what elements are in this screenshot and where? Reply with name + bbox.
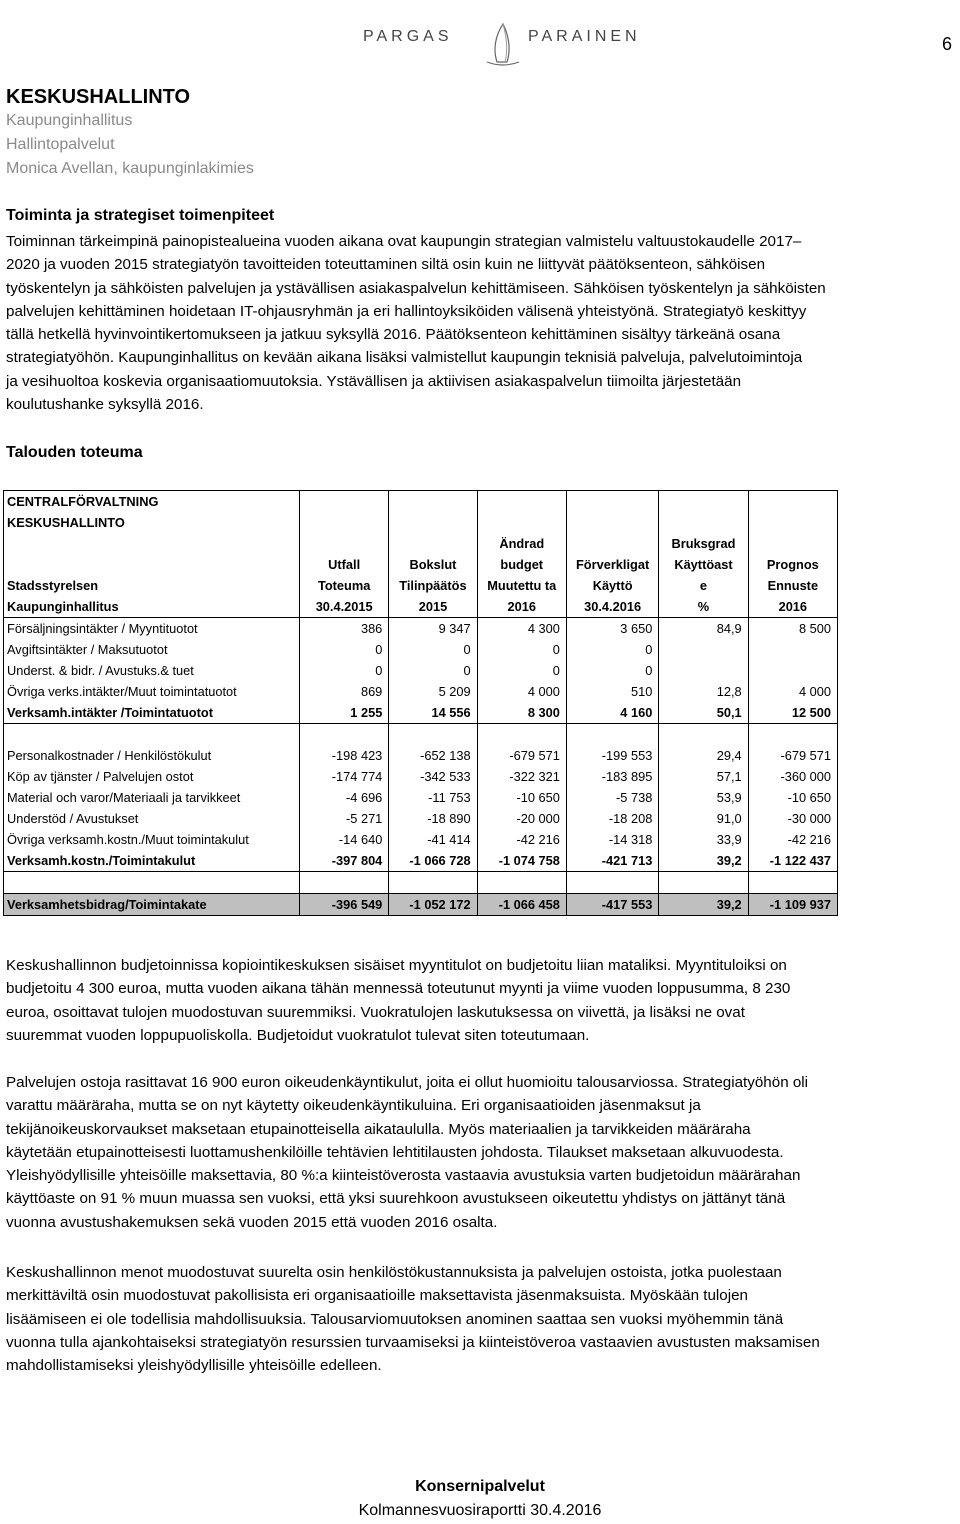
table-cell: budget bbox=[477, 554, 566, 575]
table-cell: -652 138 bbox=[389, 745, 477, 766]
table-cell bbox=[748, 660, 837, 681]
table-cell: 5 209 bbox=[389, 681, 477, 702]
table-cell: 33,9 bbox=[659, 829, 748, 850]
table-cell: CENTRALFÖRVALTNING bbox=[4, 491, 300, 513]
table-cell: 0 bbox=[300, 660, 389, 681]
table-cell bbox=[748, 491, 837, 513]
table-cell: 2016 bbox=[477, 596, 566, 618]
text-line: käytetään etupainotteisesti luottamushenkilöille tehtävien lehtitilausten johdosta. Tilaukset maksetaan alkuvuodesta. bbox=[6, 1143, 784, 1161]
table-cell: 510 bbox=[566, 681, 658, 702]
table-cell: Bruksgrad bbox=[659, 533, 748, 554]
table-cell: 91,0 bbox=[659, 808, 748, 829]
table-cell: 0 bbox=[389, 639, 477, 660]
text-line: strategiatyöhön. Kaupunginhallitus on kevään aikana lisäksi valmistellut kaupungin teknisiä palveluja, palvelutoimintoja bbox=[6, 349, 803, 367]
table-cell: 869 bbox=[300, 681, 389, 702]
table-cell: Verksamhetsbidrag/Toimintakate bbox=[4, 894, 300, 916]
table-cell: -5 271 bbox=[300, 808, 389, 829]
table-cell: Material och varor/Materiaali ja tarvikkeet bbox=[4, 787, 300, 808]
table-cell: Personalkostnader / Henkilöstökulut bbox=[4, 745, 300, 766]
logo-text-left: PARGAS bbox=[363, 28, 453, 45]
pargas-parainen-logo bbox=[363, 22, 641, 70]
table-cell: 12 500 bbox=[748, 702, 837, 724]
table-cell: 0 bbox=[389, 660, 477, 681]
subtitle-unit: Hallintopalvelut bbox=[6, 136, 115, 153]
table-cell bbox=[566, 724, 658, 746]
text-line: ja vesihuoltoa koskevia organisaatiomuutoksia. Ystävällisen ja aktiivisen asiakaspalvelun tiimoilta järjestetään bbox=[6, 372, 742, 390]
text-line: Toiminnan tärkeimpinä painopistealueina vuoden aikana ovat kaupungin strategian valmistelu valtuustokaudelle 2017– bbox=[6, 233, 802, 250]
table-cell bbox=[389, 872, 477, 894]
table-cell: 4 000 bbox=[748, 681, 837, 702]
text-line: euroa, osoittavat tulojen muodostuvan suuremmiksi. Vuokratulojen laskutuksessa on viivettä, ja lisäksi ne ovat bbox=[6, 1003, 745, 1021]
table-cell: -679 571 bbox=[477, 745, 566, 766]
table-cell: 0 bbox=[300, 639, 389, 660]
table-cell: 39,2 bbox=[659, 894, 748, 916]
table-header-row bbox=[4, 596, 838, 618]
table-total-row bbox=[4, 702, 838, 724]
table-cell: 29,4 bbox=[659, 745, 748, 766]
table-result-row bbox=[4, 894, 838, 916]
table-cell bbox=[300, 872, 389, 894]
table-cell: 84,9 bbox=[659, 618, 748, 640]
table-cell bbox=[300, 512, 389, 533]
table-header-row bbox=[4, 575, 838, 596]
table-cell: -41 414 bbox=[389, 829, 477, 850]
income-paragraph bbox=[6, 954, 956, 1047]
text-line: Keskushallinnon budjetoinnissa kopiointikeskuksen sisäiset myyntitulot on budjetoitu liian mataliksi. Myyntituloiksi on bbox=[6, 957, 787, 974]
text-line: Yleishyödyllisille yhteisöille maksettavia, 80 %:a kiinteistöverosta vastaavia avustuksia varten budjetoidun määrärahan bbox=[6, 1167, 801, 1185]
table-cell: Ennuste bbox=[748, 575, 837, 596]
table-cell: -396 549 bbox=[300, 894, 389, 916]
table-cell bbox=[748, 639, 837, 660]
table-cell: 0 bbox=[477, 639, 566, 660]
table-cell: -14 640 bbox=[300, 829, 389, 850]
table-cell: 30.4.2016 bbox=[566, 596, 658, 618]
table-cell: 8 500 bbox=[748, 618, 837, 640]
text-line: vuonna avustushakemuksen sekä vuoden 2015 että vuoden 2016 osalta. bbox=[6, 1213, 498, 1231]
table-spacer-row bbox=[4, 872, 838, 894]
table-cell: Bokslut bbox=[389, 554, 477, 575]
table-cell bbox=[477, 724, 566, 746]
table-cell: e bbox=[659, 575, 748, 596]
text-line: Palvelujen ostoja rasittavat 16 900 euron oikeudenkäyntikulut, joita ei ollut huomioitu talousarviossa. Strategiatyöhön oli bbox=[6, 1074, 809, 1091]
text-line: mahdollistamiseksi yleishyödyllisille yhteisöille edelleen. bbox=[6, 1357, 382, 1375]
table-cell: 2016 bbox=[748, 596, 837, 618]
table-cell: -5 738 bbox=[566, 787, 658, 808]
table-cell bbox=[566, 491, 658, 513]
text-line: 2020 ja vuoden 2015 strategiatyön tavoitteiden toteuttaminen siltä osin kuin ne liittyvät päätöksenteon, sähköisen bbox=[6, 256, 766, 274]
table-cell: KESKUSHALLINTO bbox=[4, 512, 300, 533]
table-header-row bbox=[4, 512, 838, 533]
table-cell: Prognos bbox=[748, 554, 837, 575]
table-cell: Avgiftsintäkter / Maksutuotot bbox=[4, 639, 300, 660]
table-cell: 0 bbox=[566, 660, 658, 681]
table-cell bbox=[659, 872, 748, 894]
table-header-row bbox=[4, 533, 838, 554]
table-cell: Understöd / Avustukset bbox=[4, 808, 300, 829]
table-cell: -421 713 bbox=[566, 850, 658, 872]
table-row bbox=[4, 829, 838, 850]
table-cell bbox=[4, 554, 300, 575]
text-line: tällä hetkellä hyvinvointikertomukseen ja jatkuu syksyllä 2016. Päätöksenteon kehittäminen sisältyy tärkeänä osana bbox=[6, 326, 781, 344]
logo-text-right: PARAINEN bbox=[528, 28, 641, 45]
table-cell: -199 553 bbox=[566, 745, 658, 766]
table-cell: -360 000 bbox=[748, 766, 837, 787]
outlook-paragraph bbox=[6, 1261, 956, 1377]
table-cell: -1 122 437 bbox=[748, 850, 837, 872]
table-cell: -679 571 bbox=[748, 745, 837, 766]
table-cell: 50,1 bbox=[659, 702, 748, 724]
table-cell: 4 160 bbox=[566, 702, 658, 724]
table-cell bbox=[659, 724, 748, 746]
table-cell: Kaupunginhallitus bbox=[4, 596, 300, 618]
table-cell bbox=[748, 512, 837, 533]
table-spacer-row bbox=[4, 724, 838, 746]
table-cell: -174 774 bbox=[300, 766, 389, 787]
subtitle-org: Kaupunginhallitus bbox=[6, 112, 133, 129]
finance-table bbox=[3, 490, 838, 916]
table-cell: 8 300 bbox=[477, 702, 566, 724]
table-cell: 39,2 bbox=[659, 850, 748, 872]
table-row bbox=[4, 660, 838, 681]
table-cell: Underst. & bidr. / Avustuks.& tuet bbox=[4, 660, 300, 681]
section-heading-activities: Toiminta ja strategiset toimenpiteet bbox=[6, 207, 275, 224]
table-cell bbox=[659, 512, 748, 533]
table-cell: Köp av tjänster / Palvelujen ostot bbox=[4, 766, 300, 787]
table-cell: -1 109 937 bbox=[748, 894, 837, 916]
table-cell: -417 553 bbox=[566, 894, 658, 916]
table-cell: 9 347 bbox=[389, 618, 477, 640]
table-cell: 14 556 bbox=[389, 702, 477, 724]
table-cell: Verksamh.kostn./Toimintakulut bbox=[4, 850, 300, 872]
table-cell: Stadsstyrelsen bbox=[4, 575, 300, 596]
table-cell: -10 650 bbox=[748, 787, 837, 808]
table-cell bbox=[4, 724, 300, 746]
table-cell: 0 bbox=[477, 660, 566, 681]
footer-report: Kolmannesvuosiraportti 30.4.2016 bbox=[358, 1502, 602, 1519]
table-cell: -42 216 bbox=[477, 829, 566, 850]
table-cell: -322 321 bbox=[477, 766, 566, 787]
page-number: 6 bbox=[941, 34, 952, 54]
table-cell: Käyttöast bbox=[659, 554, 748, 575]
table-cell: -4 696 bbox=[300, 787, 389, 808]
table-cell bbox=[659, 639, 748, 660]
table-cell: -1 074 758 bbox=[477, 850, 566, 872]
table-cell: 0 bbox=[566, 639, 658, 660]
table-cell bbox=[389, 491, 477, 513]
text-line: käyttöaste on 91 % muun muassa sen vuoksi, että yksi suurehkoon avustukseen oikeutettu yhdistys on jättänyt tänä bbox=[6, 1190, 786, 1208]
table-row bbox=[4, 787, 838, 808]
table-row bbox=[4, 808, 838, 829]
table-cell: -11 753 bbox=[389, 787, 477, 808]
table-cell: -397 804 bbox=[300, 850, 389, 872]
table-cell: -20 000 bbox=[477, 808, 566, 829]
text-line: budjetoitu 4 300 euroa, mutta vuoden aikana tähän mennessä toteutunut myynti ja viime vuoden loppusumma, 8 230 bbox=[6, 980, 791, 998]
table-row bbox=[4, 766, 838, 787]
table-header-row bbox=[4, 554, 838, 575]
table-cell: Toteuma bbox=[300, 575, 389, 596]
table-cell bbox=[566, 512, 658, 533]
table-cell: 4 300 bbox=[477, 618, 566, 640]
table-cell: -342 533 bbox=[389, 766, 477, 787]
table-cell: -42 216 bbox=[748, 829, 837, 850]
table-cell: -14 318 bbox=[566, 829, 658, 850]
table-cell: -198 423 bbox=[300, 745, 389, 766]
table-cell: -1 066 458 bbox=[477, 894, 566, 916]
table-cell bbox=[300, 491, 389, 513]
table-cell: 3 650 bbox=[566, 618, 658, 640]
table-cell bbox=[389, 512, 477, 533]
text-line: lisäämiseen ei ole todellisia mahdollisuuksia. Talousarviomuutoksen anominen saattaa sen vuoksi myöhemmin tänä bbox=[6, 1310, 784, 1328]
table-cell bbox=[300, 724, 389, 746]
section-heading-finance: Talouden toteuma bbox=[6, 444, 143, 461]
text-line: vuonna tulla ajankohtaiseksi strategiatyön resurssien turvaamiseksi ja kiinteistöveroa vastaavien avustusten maksamisen bbox=[6, 1333, 820, 1351]
footer-department: Konsernipalvelut bbox=[415, 1478, 545, 1495]
table-cell bbox=[659, 660, 748, 681]
table-cell bbox=[477, 512, 566, 533]
table-cell: Tilinpäätös bbox=[389, 575, 477, 596]
table-cell: 4 000 bbox=[477, 681, 566, 702]
table-cell: -18 208 bbox=[566, 808, 658, 829]
table-cell bbox=[566, 533, 658, 554]
table-cell: Övriga verksamh.kostn./Muut toimintakulut bbox=[4, 829, 300, 850]
table-cell: Verksamh.intäkter /Toimintatuotot bbox=[4, 702, 300, 724]
table-cell: Ändrad bbox=[477, 533, 566, 554]
table-row bbox=[4, 681, 838, 702]
table-cell: 2015 bbox=[389, 596, 477, 618]
table-row bbox=[4, 618, 838, 640]
table-cell: 30.4.2015 bbox=[300, 596, 389, 618]
text-line: Keskushallinnon menot muodostuvat suurelta osin henkilöstökustannuksista ja palvelujen ostoista, jotka puolestaan bbox=[6, 1264, 782, 1281]
text-line: työskentelyn ja sähköisten palvelujen ja ystävällisen asiakaspalvelun kehittämiseen. Sähköisen työskentelyn ja sähköisten bbox=[6, 279, 826, 297]
table-cell: Försäljningsintäkter / Myyntituotot bbox=[4, 618, 300, 640]
table-cell bbox=[300, 533, 389, 554]
table-cell: -183 895 bbox=[566, 766, 658, 787]
table-cell: -10 650 bbox=[477, 787, 566, 808]
table-cell bbox=[477, 872, 566, 894]
text-line: merkittäviltä osin muodostuvat pakollisista eri organisaatioille maksettavista jäsenmaksuista. Myöskään tulojen bbox=[6, 1287, 748, 1305]
table-cell: Förverkligat bbox=[566, 554, 658, 575]
table-cell bbox=[659, 491, 748, 513]
table-cell bbox=[748, 724, 837, 746]
text-line: suuremmat vuoden loppupuoliskolla. Budjetoidut vuokratulot tulevat siten toteutumaan. bbox=[6, 1026, 590, 1044]
subtitle-person: Monica Avellan, kaupunginlakimies bbox=[6, 160, 254, 177]
table-header-row bbox=[4, 491, 838, 513]
table-cell bbox=[748, 533, 837, 554]
table-cell: Övriga verks.intäkter/Muut toimintatuotot bbox=[4, 681, 300, 702]
activities-paragraph bbox=[6, 230, 956, 416]
text-line: koulutushanke syksyllä 2016. bbox=[6, 396, 204, 414]
table-cell: 57,1 bbox=[659, 766, 748, 787]
table-cell bbox=[4, 533, 300, 554]
table-cell: 1 255 bbox=[300, 702, 389, 724]
table-total-row bbox=[4, 850, 838, 872]
table-cell: Muutettu ta bbox=[477, 575, 566, 596]
table-cell bbox=[389, 533, 477, 554]
table-cell: -1 066 728 bbox=[389, 850, 477, 872]
table-cell bbox=[389, 724, 477, 746]
table-cell bbox=[748, 872, 837, 894]
table-cell: -18 890 bbox=[389, 808, 477, 829]
table-cell bbox=[566, 872, 658, 894]
text-line: varattu määräraha, mutta se on nyt käytetty oikeudenkäyntikuluina. Eri organisaatioiden jäsenmaksut ja bbox=[6, 1097, 701, 1115]
table-cell: Utfall bbox=[300, 554, 389, 575]
sail-logo-icon bbox=[481, 22, 525, 68]
costs-paragraph bbox=[6, 1071, 956, 1234]
table-row bbox=[4, 745, 838, 766]
table-cell: 53,9 bbox=[659, 787, 748, 808]
text-line: palvelujen kehittäminen hoidetaan IT-ohjausryhmän ja eri hallintoyksiköiden välisenä yhteistyönä. Strategiatyö keskittyy bbox=[6, 302, 807, 320]
table-cell: Käyttö bbox=[566, 575, 658, 596]
table-cell bbox=[477, 491, 566, 513]
text-line: tekijänoikeuskorvaukset maksetaan etupainotteisella aikataululla. Myös materiaalien ja tarvikkeiden määräraha bbox=[6, 1120, 751, 1138]
page-title: KESKUSHALLINTO bbox=[6, 86, 191, 108]
table-cell: -1 052 172 bbox=[389, 894, 477, 916]
table-cell: 386 bbox=[300, 618, 389, 640]
table-cell: -30 000 bbox=[748, 808, 837, 829]
table-cell: 12,8 bbox=[659, 681, 748, 702]
table-row bbox=[4, 639, 838, 660]
table-cell bbox=[4, 872, 300, 894]
table-cell: % bbox=[659, 596, 748, 618]
